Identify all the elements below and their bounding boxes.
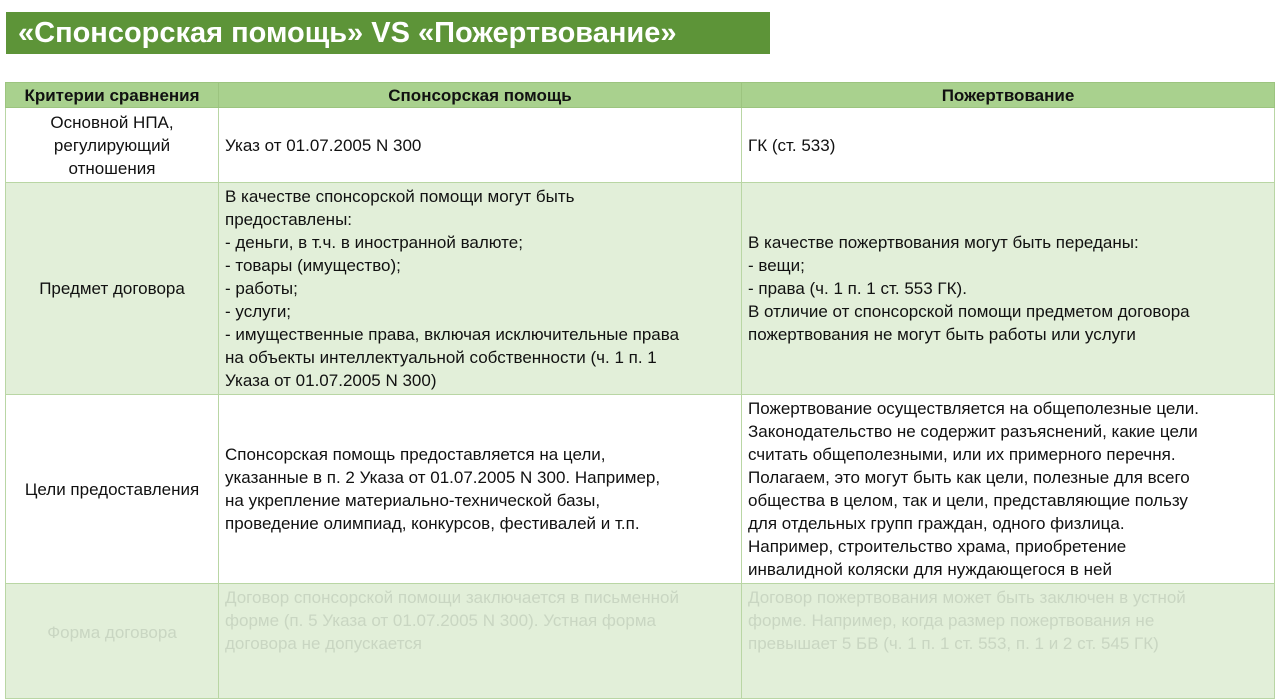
cell-line: В отличие от спонсорской помощи предметом договора bbox=[748, 302, 1190, 321]
cell-line: Полагаем, это могут быть как цели, полезные для всего bbox=[748, 468, 1190, 487]
header-criteria: Критерии сравнения bbox=[6, 83, 219, 108]
sponsorship-cell bbox=[219, 108, 742, 183]
cell-line: форме (п. 5 Указа от 01.07.2005 N 300). Устная форма bbox=[225, 611, 656, 630]
cell-line: В качестве спонсорской помощи могут быть bbox=[225, 187, 575, 206]
donation-cell bbox=[742, 183, 1275, 395]
header-donation: Пожертвование bbox=[742, 83, 1275, 108]
cell-line: - услуги; bbox=[225, 302, 292, 321]
criterion-cell bbox=[6, 395, 219, 584]
cell-line: предоставлены: bbox=[225, 210, 353, 229]
cell-line: Указа от 01.07.2005 N 300) bbox=[225, 371, 437, 390]
cell-line: - вещи; bbox=[748, 256, 805, 275]
cell-line: Цели предоставления bbox=[24, 479, 200, 499]
cell-line: - деньги, в т.ч. в иностранной валюте; bbox=[225, 233, 523, 252]
cell-line: - имущественные права, включая исключительные права bbox=[225, 325, 680, 344]
cell-line: отношения bbox=[68, 158, 156, 178]
criterion-cell bbox=[6, 183, 219, 395]
cell-line: В качестве пожертвования могут быть переданы: bbox=[748, 233, 1139, 252]
cell-line: договора не допускается bbox=[225, 634, 422, 653]
sponsorship-cell bbox=[219, 183, 742, 395]
cell-line: ГК (ст. 533) bbox=[748, 135, 836, 155]
table-header-row bbox=[6, 83, 1275, 108]
sponsorship-cell bbox=[219, 395, 742, 584]
table-row bbox=[6, 108, 1275, 183]
cell-line: на укрепление материально-технической базы, bbox=[225, 491, 601, 510]
cell-line: Договор пожертвования может быть заключен в устной bbox=[748, 588, 1186, 607]
cell-line: инвалидной коляски для нуждающегося в ней bbox=[748, 560, 1112, 579]
criterion-cell bbox=[6, 584, 219, 699]
cell-line: Указ от 01.07.2005 N 300 bbox=[225, 135, 422, 155]
donation-cell bbox=[742, 395, 1275, 584]
cell-line: - товары (имущество); bbox=[225, 256, 401, 275]
cell-line: Основной НПА, bbox=[50, 112, 174, 132]
cell-line: Договор спонсорской помощи заключается в письменной bbox=[225, 588, 679, 607]
cell-line: Предмет договора bbox=[39, 279, 185, 298]
cell-line: проведение олимпиад, конкурсов, фестивалей и т.п. bbox=[225, 514, 640, 533]
cell-line: - работы; bbox=[225, 279, 298, 298]
cell-line: Пожертвование осуществляется на общеполезные цели. bbox=[748, 399, 1199, 418]
header-sponsorship: Спонсорская помощь bbox=[219, 83, 742, 108]
cell-line: пожертвования не могут быть работы или услуги bbox=[748, 325, 1136, 344]
cell-line: Спонсорская помощь предоставляется на цели, bbox=[225, 445, 606, 464]
table-row bbox=[6, 395, 1275, 584]
cell-line: считать общеполезными, или их примерного перечня. bbox=[748, 445, 1176, 464]
sponsorship-cell bbox=[219, 584, 742, 699]
cell-line: для отдельных групп граждан, одного физлица. bbox=[748, 514, 1125, 533]
cell-line: указанные в п. 2 Указа от 01.07.2005 N 300. Например, bbox=[225, 468, 661, 487]
table-row bbox=[6, 183, 1275, 395]
page-title: «Спонсорская помощь» VS «Пожертвование» bbox=[6, 12, 770, 54]
cell-line: форме. Например, когда размер пожертвования не bbox=[748, 611, 1155, 630]
cell-line: регулирующий bbox=[53, 135, 171, 155]
criterion-cell bbox=[6, 108, 219, 183]
table-row bbox=[6, 584, 1275, 699]
cell-line: на объекты интеллектуальной собственности (ч. 1 п. 1 bbox=[225, 348, 657, 367]
cell-line: Законодательство не содержит разъяснений, какие цели bbox=[748, 422, 1198, 441]
cell-line: общества в целом, так и цели, представляющие пользу bbox=[748, 491, 1188, 510]
cell-line: Форма договора bbox=[47, 622, 177, 642]
cell-line: превышает 5 БВ (ч. 1 п. 1 ст. 553, п. 1 и 2 ст. 545 ГК) bbox=[748, 634, 1159, 653]
cell-line: - права (ч. 1 п. 1 ст. 553 ГК). bbox=[748, 279, 967, 298]
donation-cell bbox=[742, 108, 1275, 183]
comparison-table bbox=[5, 82, 1275, 699]
cell-line: Например, строительство храма, приобретение bbox=[748, 537, 1127, 556]
donation-cell bbox=[742, 584, 1275, 699]
